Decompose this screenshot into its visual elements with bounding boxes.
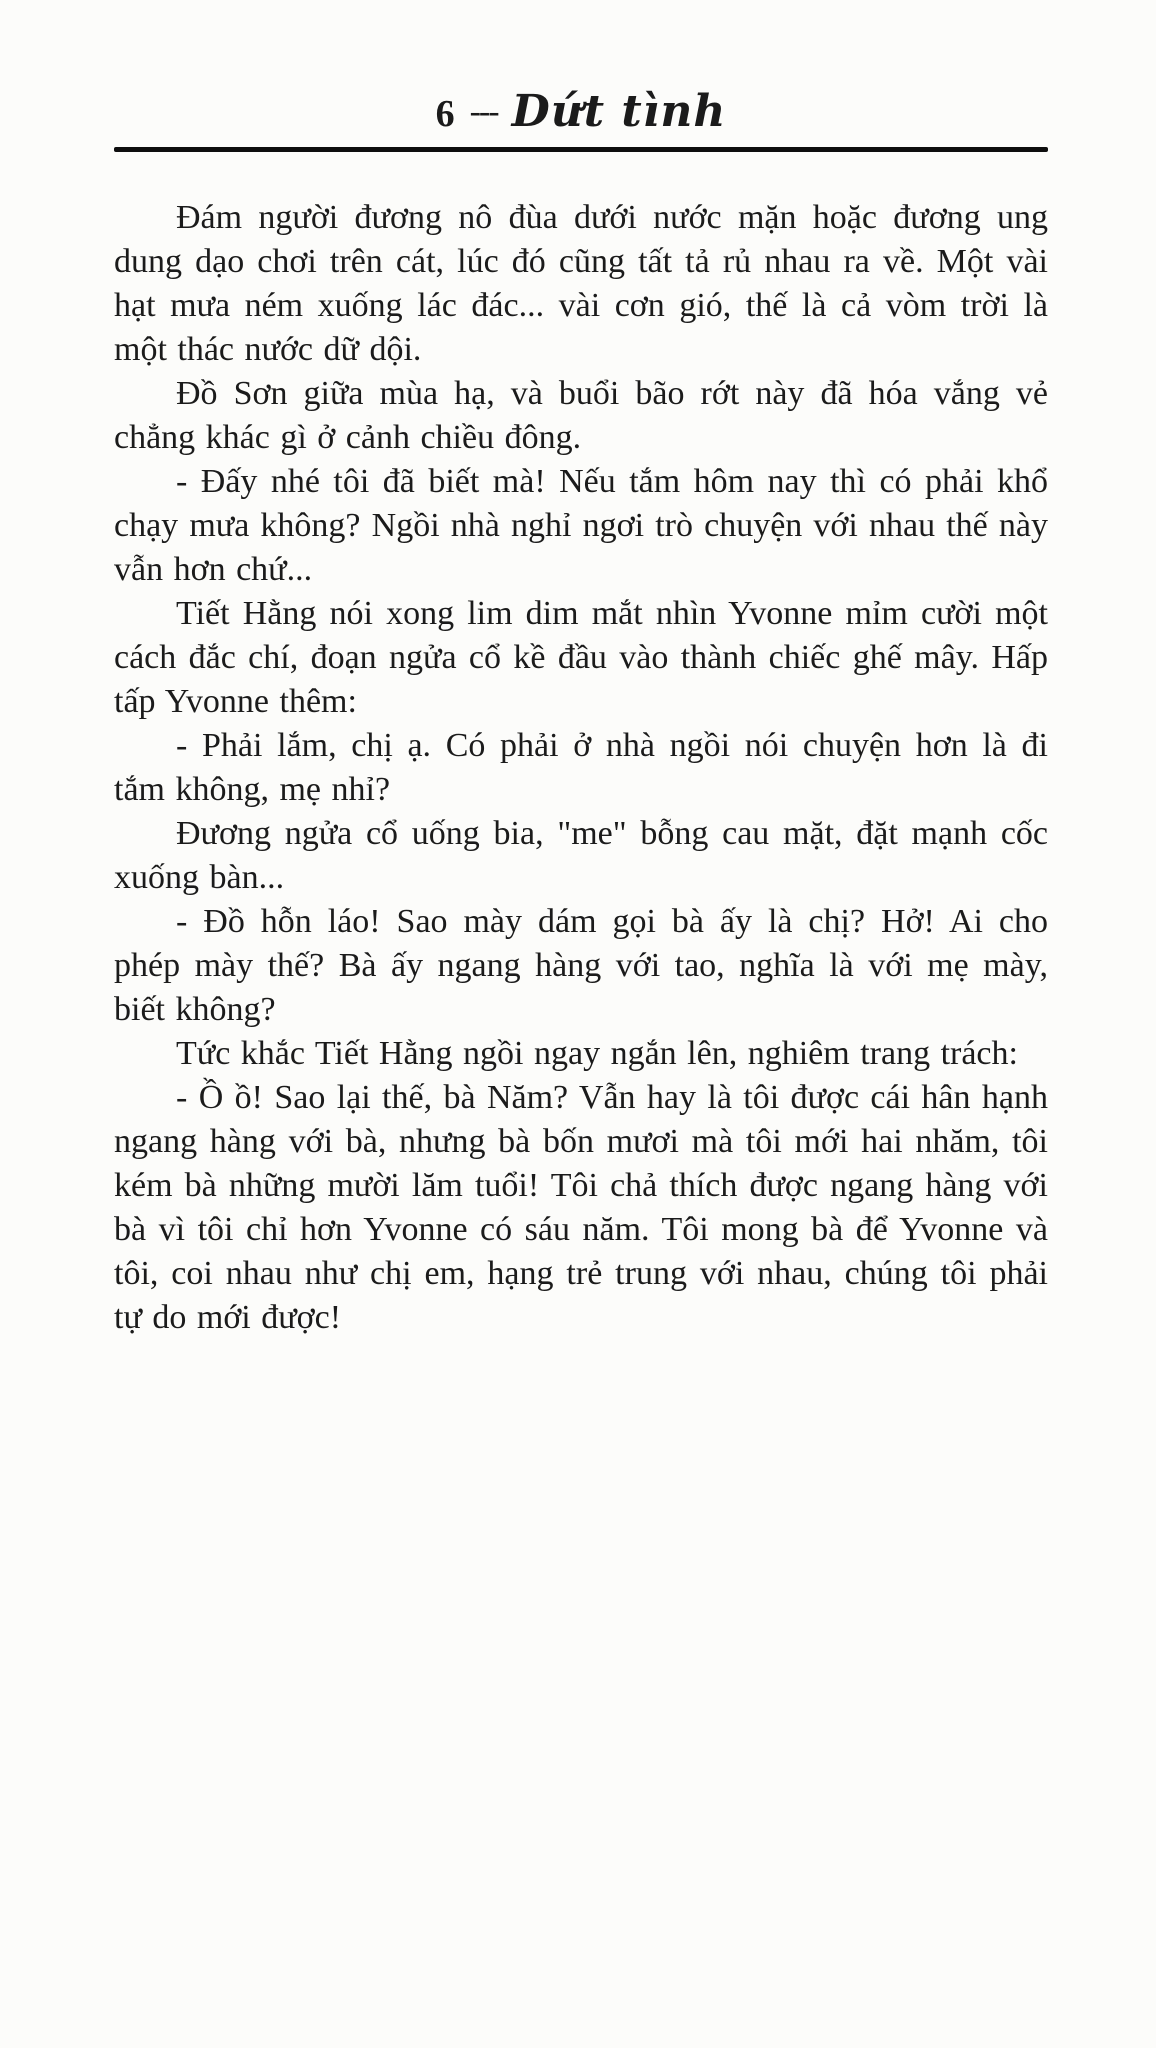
paragraph: - Phải lắm, chị ạ. Có phải ở nhà ngồi nói chuyện hơn là đi tắm không, mẹ nhỉ? bbox=[114, 727, 1048, 808]
body-text bbox=[114, 196, 1048, 1340]
paragraph: Tiết Hằng nói xong lim dim mắt nhìn Yvonne mỉm cười một cách đắc chí, đoạn ngửa cổ kề đầu vào thành chiếc ghế mây. Hấp tấp Yvonne thêm: bbox=[114, 595, 1048, 720]
page-header bbox=[114, 86, 1048, 137]
book-title: Dứt tình bbox=[511, 86, 727, 137]
paragraph: - Đấy nhé tôi đã biết mà! Nếu tắm hôm nay thì có phải khổ chạy mưa không? Ngồi nhà nghỉ ngơi trò chuyện với nhau thế này vẫn hơn chứ... bbox=[114, 463, 1048, 588]
header-separator: --- bbox=[469, 93, 498, 130]
paragraph: - Đồ hỗn láo! Sao mày dám gọi bà ấy là chị? Hở! Ai cho phép mày thế? Bà ấy ngang hàng với tao, nghĩa là với mẹ mày, biết không? bbox=[114, 903, 1048, 1028]
paragraph: - Ồ ồ! Sao lại thế, bà Năm? Vẫn hay là tôi được cái hân hạnh ngang hàng với bà, nhưng bà bốn mươi mà tôi mới hai nhăm, tôi kém bà những mười lăm tuổi! Tôi chả thích được ngang hàng với bà vì tôi chỉ hơn Yvonne có sáu năm. Tôi mong bà để Yvonne và tôi, coi nhau như chị em, hạng trẻ trung với nhau, chúng tôi phải tự do mới được! bbox=[114, 1079, 1048, 1336]
paragraph: Đồ Sơn giữa mùa hạ, và buổi bão rớt này đã hóa vắng vẻ chẳng khác gì ở cảnh chiều đông. bbox=[114, 375, 1048, 456]
paragraph: Đám người đương nô đùa dưới nước mặn hoặc đương ung dung dạo chơi trên cát, lúc đó cũng tất tả rủ nhau ra về. Một vài hạt mưa ném xuống lác đác... vài cơn gió, thế là cả vòm trời là một thác nước dữ dội. bbox=[114, 199, 1048, 368]
paragraph: Đương ngửa cổ uống bia, "me" bỗng cau mặt, đặt mạnh cốc xuống bàn... bbox=[114, 815, 1048, 896]
header-rule bbox=[114, 147, 1048, 152]
page-number: 6 bbox=[435, 93, 456, 135]
paragraph: Tức khắc Tiết Hằng ngồi ngay ngắn lên, nghiêm trang trách: bbox=[176, 1035, 1018, 1072]
